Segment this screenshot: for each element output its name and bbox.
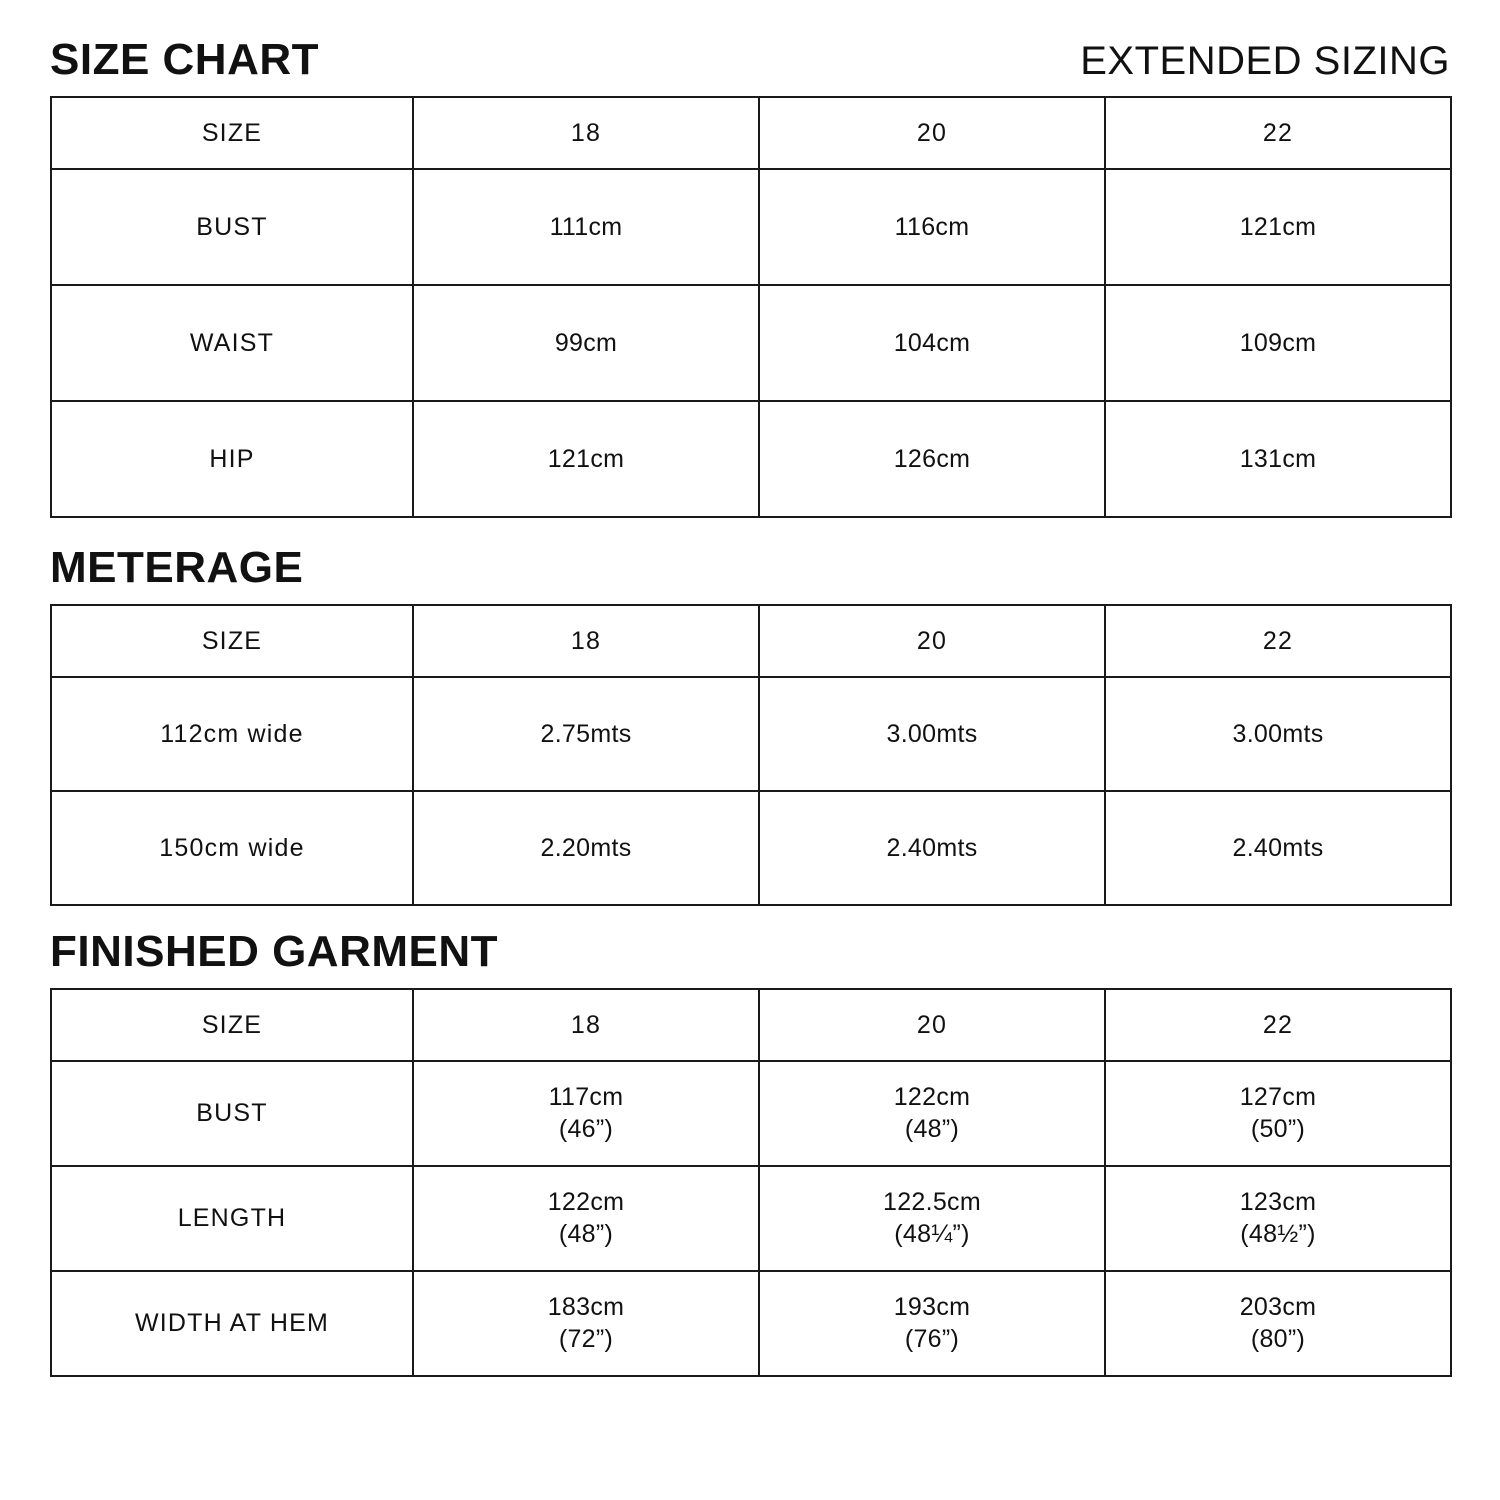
- column-header: SIZE: [51, 605, 413, 677]
- cell-value: 121cm: [1105, 169, 1451, 285]
- size-chart-table: [50, 96, 1452, 518]
- cell-value: [413, 1166, 759, 1271]
- cell-value-inches: (50”): [1250, 1114, 1306, 1143]
- cell-value: 2.40mts: [759, 791, 1105, 905]
- row-label: 150cm wide: [51, 791, 413, 905]
- cell-value-inches: (48”): [558, 1219, 614, 1248]
- document-header: [50, 35, 1450, 84]
- cell-value: 2.75mts: [413, 677, 759, 791]
- page-subtitle: EXTENDED SIZING: [1080, 39, 1450, 83]
- column-header: 18: [413, 605, 759, 677]
- spacer: [50, 518, 1450, 546]
- section-title-meterage: METERAGE: [50, 543, 304, 592]
- row-label: WIDTH AT HEM: [51, 1271, 413, 1376]
- finished-garment-table: [50, 988, 1452, 1377]
- cell-value: 131cm: [1105, 401, 1451, 517]
- table-row: [51, 285, 1451, 401]
- meterage-table: [50, 604, 1452, 906]
- cell-value: 109cm: [1105, 285, 1451, 401]
- column-header: 22: [1105, 605, 1451, 677]
- cell-value-cm: 183cm: [547, 1293, 625, 1322]
- table-row: [51, 1271, 1451, 1376]
- cell-value: 3.00mts: [759, 677, 1105, 791]
- column-header: 20: [759, 989, 1105, 1061]
- cell-value: [759, 1061, 1105, 1166]
- cell-value: 111cm: [413, 169, 759, 285]
- cell-value: [759, 1271, 1105, 1376]
- table-header-row: [51, 97, 1451, 169]
- cell-value-cm: 122cm: [893, 1083, 971, 1112]
- cell-value: 116cm: [759, 169, 1105, 285]
- cell-value-cm: 123cm: [1239, 1188, 1317, 1217]
- row-label: WAIST: [51, 285, 413, 401]
- row-label: BUST: [51, 169, 413, 285]
- cell-value: [759, 1166, 1105, 1271]
- cell-value-cm: 122cm: [547, 1188, 625, 1217]
- cell-value: 2.20mts: [413, 791, 759, 905]
- column-header: 22: [1105, 97, 1451, 169]
- table-row: [51, 401, 1451, 517]
- table-row: [51, 677, 1451, 791]
- cell-value: [413, 1061, 759, 1166]
- table-header-row: [51, 989, 1451, 1061]
- column-header: 20: [759, 97, 1105, 169]
- column-header: SIZE: [51, 97, 413, 169]
- cell-value-cm: 127cm: [1239, 1083, 1317, 1112]
- cell-value-inches: (76”): [904, 1324, 960, 1353]
- cell-value: 121cm: [413, 401, 759, 517]
- column-header: SIZE: [51, 989, 413, 1061]
- column-header: 22: [1105, 989, 1451, 1061]
- cell-value: [1105, 1061, 1451, 1166]
- table-row: [51, 169, 1451, 285]
- cell-value-inches: (46”): [558, 1114, 614, 1143]
- row-label: LENGTH: [51, 1166, 413, 1271]
- table-row: [51, 1166, 1451, 1271]
- table-header-row: [51, 605, 1451, 677]
- cell-value-cm: 117cm: [548, 1083, 624, 1112]
- cell-value-inches: (48½”): [1240, 1219, 1316, 1248]
- cell-value: [1105, 1166, 1451, 1271]
- page-title: SIZE CHART: [50, 35, 319, 84]
- cell-value: 126cm: [759, 401, 1105, 517]
- column-header: 20: [759, 605, 1105, 677]
- row-label: HIP: [51, 401, 413, 517]
- cell-value-inches: (80”): [1250, 1324, 1306, 1353]
- table-row: [51, 791, 1451, 905]
- column-header: 18: [413, 989, 759, 1061]
- cell-value-inches: (48¼”): [894, 1219, 970, 1248]
- cell-value-inches: (48”): [904, 1114, 960, 1143]
- cell-value-inches: (72”): [558, 1324, 614, 1353]
- cell-value: [1105, 1271, 1451, 1376]
- row-label: BUST: [51, 1061, 413, 1166]
- cell-value-cm: 193cm: [893, 1293, 971, 1322]
- cell-value: 3.00mts: [1105, 677, 1451, 791]
- cell-value-cm: 122.5cm: [883, 1188, 981, 1217]
- section-title-finished-garment: FINISHED GARMENT: [50, 927, 498, 976]
- cell-value: 104cm: [759, 285, 1105, 401]
- cell-value-cm: 203cm: [1239, 1293, 1317, 1322]
- cell-value: 99cm: [413, 285, 759, 401]
- table-row: [51, 1061, 1451, 1166]
- column-header: 18: [413, 97, 759, 169]
- row-label: 112cm wide: [51, 677, 413, 791]
- cell-value: [413, 1271, 759, 1376]
- cell-value: 2.40mts: [1105, 791, 1451, 905]
